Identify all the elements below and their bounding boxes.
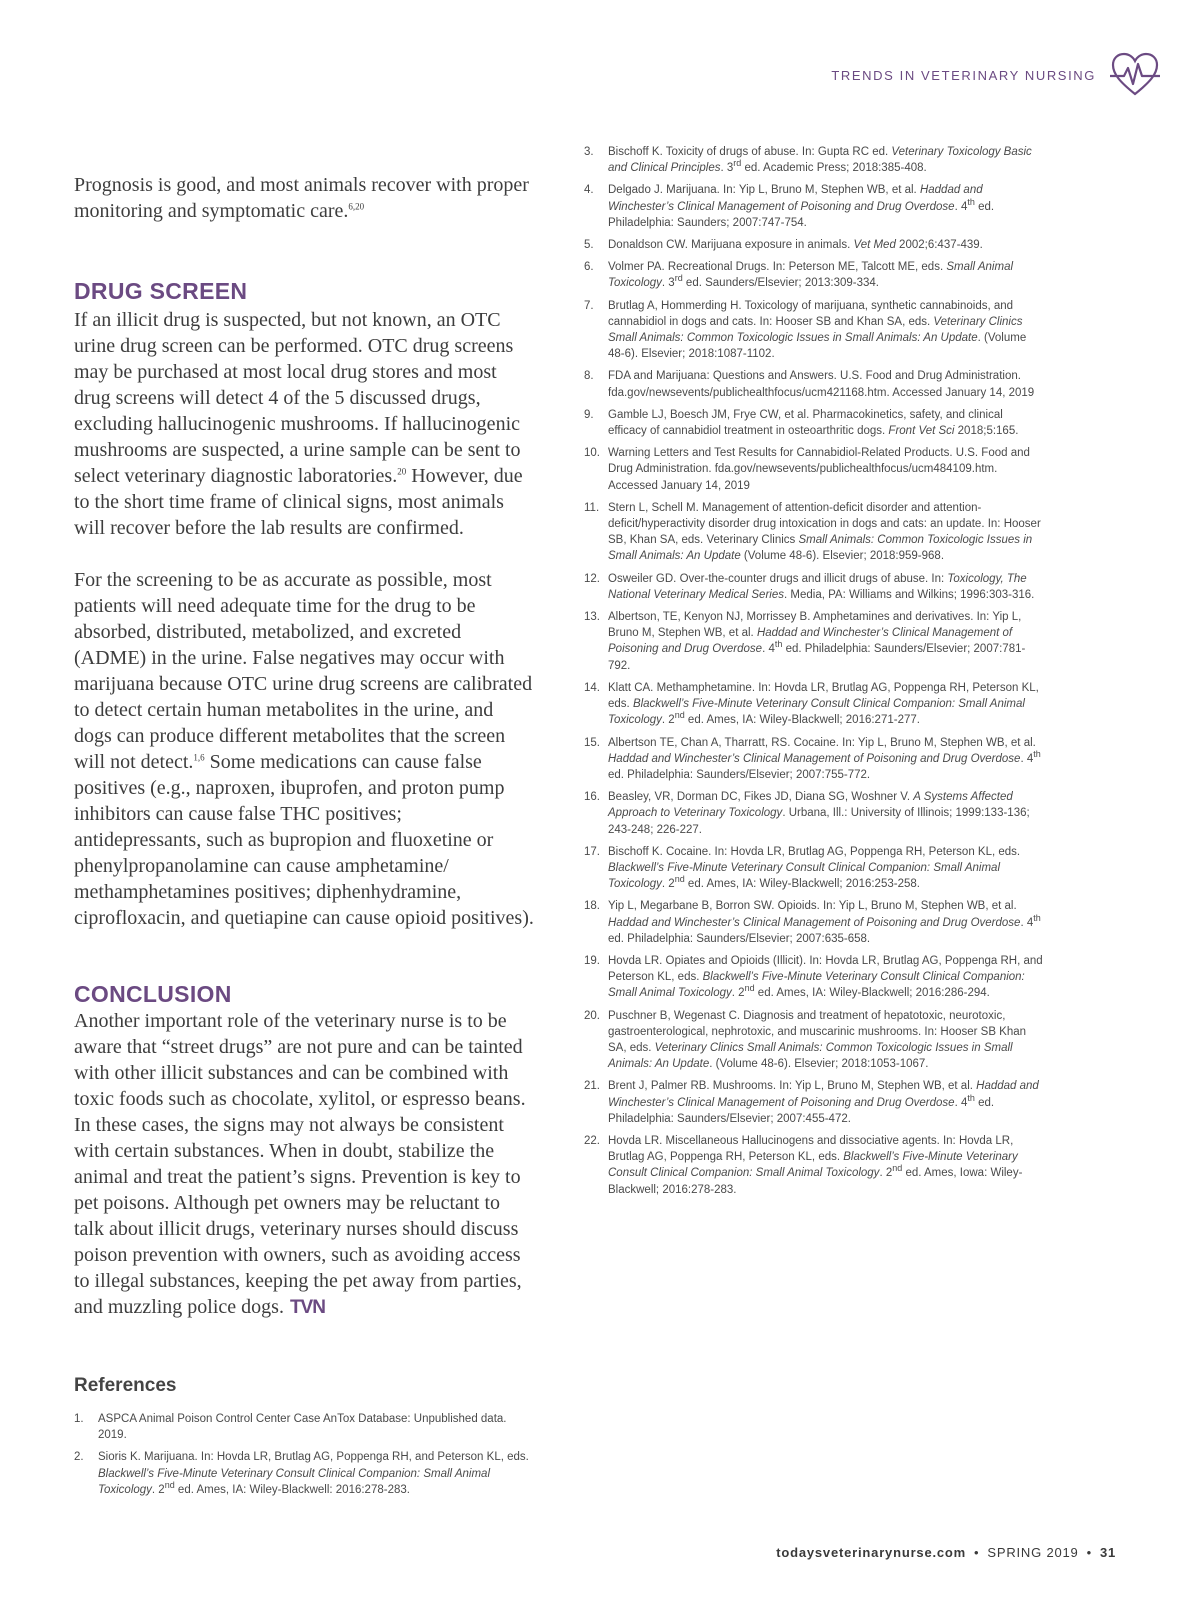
conclusion-paragraph: Another important role of the veterinary nurse is to be aware that “street drugs” are not pure and can be tainted with other illicit substances and can be combined with toxic foods such as chocolate, xylitol, or espresso beans. In these cases, the signs may not always be consistent with certain substances. When in doubt, stabilize the animal and treat the patient’s signs. Prevention is key to pet poisons. Although pet owners may be reluctant to talk about illicit drugs, veterinary nurses should discuss poison prevention with owners, such as avoiding access to illegal substances, keeping the pet away from parties, and muzzling police dogs. TVN [74, 1010, 526, 1318]
heart-pulse-icon [1110, 52, 1160, 98]
reference-number: 5. [584, 239, 594, 252]
reference-text: Osweiler GD. Over-the-counter drugs and illicit drugs of abuse. In: Toxicology, The National Veterinary Medical Series. Media, PA: Williams and Wilkins; 1996:303-316. [608, 572, 1035, 601]
reference-item [584, 735, 1044, 784]
reference-number: 4. [584, 184, 594, 197]
reference-number: 9. [584, 408, 594, 421]
reference-text: Stern L, Schell M. Management of attention-deficit disorder and attention-deficit/hyperactivity disorder drug intoxication in dogs and cats: an update. In: Hooser SB, Khan SA, eds. Veterinary Clinics Small Animals: Common Toxicologic Issues in Small Animals: An Update (Volume 48-6). Elsevier; 2018:959-968. [608, 501, 1041, 563]
reference-number: 13. [584, 611, 600, 624]
reference-number: 17. [584, 845, 600, 858]
reference-text: Volmer PA. Recreational Drugs. In: Peterson ME, Talcott ME, eds. Small Animal Toxicology. 3rd ed. Saunders/Elsevier; 2013:309-334. [608, 261, 1014, 290]
reference-item [74, 1411, 534, 1443]
footer-site: todaysveterinarynurse.com [776, 1545, 967, 1560]
reference-number: 12. [584, 572, 600, 585]
page-number: 31 [1099, 1545, 1116, 1560]
reference-item [584, 571, 1044, 603]
tvn-logo: TVN [289, 1297, 325, 1318]
footer-separator: • [1086, 1545, 1092, 1560]
reference-text: Sioris K. Marijuana. In: Hovda LR, Brutlag AG, Poppenga RH, and Peterson KL, eds. Blackwell’s Five-Minute Veterinary Consult Clinical Companion: Small Animal Toxicology. 2nd ed. Ames, IA: Wiley-Blackwell: 2016:278-283. [98, 1451, 529, 1496]
reference-item [584, 898, 1044, 947]
reference-text: Delgado J. Marijuana. In: Yip L, Bruno M, Stephen WB, et al. Haddad and Winchester’s Clinical Management of Poisoning and Drug Overdose. 4th ed. Philadelphia: Saunders; 2007:747-754. [608, 184, 995, 229]
reference-text: Brutlag A, Hommerding H. Toxicology of marijuana, synthetic cannabinoids, and cannabidiol in dogs and cats. In: Hooser SB and Khan SA, eds. Veterinary Clinics Small Animals: Common Toxicologic Issues in Small Animals: An Update. (Volume 48-6). Elsevier; 2018:1087-1102. [608, 299, 1027, 361]
reference-item [584, 1078, 1044, 1127]
reference-text: Albertson, TE, Kenyon NJ, Morrissey B. Amphetamines and derivatives. In: Yip L, Bruno M, Stephen WB, et al. Haddad and Winchester’s Clinical Management of Poisoning and Drug Overdose. 4th ed. Philadelphia: Saunders/Elsevier; 2007:781-792. [608, 611, 1026, 672]
reference-text: Yip L, Megarbane B, Borron SW. Opioids. In: Yip L, Bruno M, Stephen WB, et al. Haddad and Winchester’s Clinical Management of Poisoning and Drug Overdose. 4th ed. Philadelphia: Saunders/Elsevier; 2007:635-658. [608, 900, 1041, 945]
reference-number: 15. [584, 736, 600, 749]
reference-number: 20. [584, 1009, 600, 1022]
reference-item [584, 259, 1044, 291]
reference-text: FDA and Marijuana: Questions and Answers. U.S. Food and Drug Administration. fda.gov/newsevents/publichealthfocus/ucm421168.htm. Accessed January 14, 2019 [608, 370, 1035, 399]
footer-separator: • [974, 1545, 980, 1560]
reference-number: 21. [584, 1080, 600, 1093]
reference-item [584, 1008, 1044, 1073]
references-heading: References [74, 1375, 177, 1396]
reference-text: Beasley, VR, Dorman DC, Fikes JD, Diana SG, Woshner V. A Systems Affected Approach to Veterinary Toxicology. Urbana, Ill.: University of Illinois; 1999:133-136; 243-248; 226-227. [608, 791, 1030, 836]
reference-number: 22. [584, 1134, 600, 1147]
reference-text: Donaldson CW. Marijuana exposure in animals. Vet Med 2002;6:437-439. [608, 239, 983, 252]
running-header [831, 52, 1160, 98]
reference-item [584, 844, 1044, 893]
intro-paragraph: Prognosis is good, and most animals recover with proper monitoring and symptomatic care.$^{6,20}$ [74, 174, 529, 222]
left-column [74, 152, 534, 1504]
reference-item [584, 445, 1044, 494]
reference-text: Bischoff K. Toxicity of drugs of abuse. In: Gupta RC ed. Veterinary Toxicology Basic and Clinical Principles. 3rd ed. Academic Press; 2018:385-408. [608, 146, 1032, 175]
reference-text: Warning Letters and Test Results for Cannabidiol-Related Products. U.S. Food and Drug Administration. fda.gov/newsevents/publichealthfocus/ucm484109.htm. Accessed January 14, 2019 [608, 447, 1030, 492]
reference-number: 18. [584, 900, 600, 913]
reference-text: Hovda LR. Miscellaneous Hallucinogens and dissociative agents. In: Hovda LR, Brutlag AG, Poppenga RH, Peterson KL, eds. Blackwell’s Five-Minute Veterinary Consult Clinical Companion: Small Animal Toxicology. 2nd ed. Ames, Iowa: Wiley-Blackwell; 2016:278-283. [608, 1134, 1023, 1196]
reference-number: 2. [74, 1451, 84, 1464]
reference-item [584, 407, 1044, 439]
reference-item [584, 500, 1044, 565]
reference-number: 19. [584, 954, 600, 967]
reference-item [584, 1133, 1044, 1198]
reference-item [584, 298, 1044, 363]
reference-number: 1. [74, 1413, 84, 1425]
references-list-right [584, 144, 1044, 1198]
reference-text: Gamble LJ, Boesch JM, Frye CW, et al. Pharmacokinetics, safety, and clinical efficacy of cannabidiol treatment in osteoarthritic dogs. Front Vet Sci 2018;5:165. [608, 408, 1019, 438]
drug-screen-paragraph-1: If an illicit drug is suspected, but not known, an OTC urine drug screen can be performed. OTC drug screens may be purchased at most local drug stores and most drug screens will detect 4 of the 5 discussed drugs, excluding hallucinogenic mushrooms. If hallucinogenic mushrooms are suspected, a urine sample can be sent to select veterinary diagnostic laboratories.$^{20}$ However, due to the short time frame of clinical signs, most animals will recover before the lab results are confirmed. [74, 309, 523, 539]
reference-text: Brent J, Palmer RB. Mushrooms. In: Yip L, Bruno M, Stephen WB, et al. Haddad and Winchester’s Clinical Management of Poisoning and Drug Overdose. 4th ed. Philadelphia: Saunders/Elsevier; 2007:455-472. [608, 1080, 1039, 1125]
reference-number: 6. [584, 261, 594, 274]
reference-item [584, 789, 1044, 838]
references-list-left [74, 1411, 534, 1498]
reference-number: 7. [584, 299, 594, 312]
reference-number: 8. [584, 370, 594, 383]
page-footer [776, 1545, 1116, 1560]
reference-item [584, 953, 1044, 1002]
reference-number: 14. [584, 681, 600, 694]
reference-number: 3. [584, 146, 594, 158]
reference-item [584, 680, 1044, 729]
reference-number: 16. [584, 791, 600, 804]
header-title: TRENDS IN VETERINARY NURSING [831, 67, 1096, 83]
reference-text: Hovda LR. Opiates and Opioids (Illicit). In: Hovda LR, Brutlag AG, Poppenga RH, and Peterson KL, eds. Blackwell’s Five-Minute Veterinary Consult Clinical Companion: Small Animal Toxicology. 2nd ed. Ames, IA: Wiley-Blackwell; 2016:286-294. [608, 954, 1043, 1000]
reference-text: Bischoff K. Cocaine. In: Hovda LR, Brutlag AG, Poppenga RH, Peterson KL, eds. Blackwell’s Five-Minute Veterinary Consult Clinical Companion: Small Animal Toxicology. 2nd ed. Ames, IA: Wiley-Blackwell; 2016:253-258. [608, 845, 1021, 891]
reference-number: 10. [584, 447, 600, 460]
reference-item [74, 1449, 534, 1498]
drug-screen-heading: DRUG SCREEN [74, 278, 248, 304]
reference-text: ASPCA Animal Poison Control Center Case AnTox Database: Unpublished data. 2019. [98, 1413, 507, 1442]
reference-item [584, 609, 1044, 674]
conclusion-heading: CONCLUSION [74, 981, 232, 1007]
reference-item [584, 368, 1044, 400]
footer-issue: SPRING 2019 [987, 1545, 1079, 1560]
drug-screen-paragraph-2: For the screening to be as accurate as possible, most patients will need adequate time for the drug to be absorbed, distributed, metabolized, and excreted (ADME) in the urine. False negatives may occur with marijuana because OTC urine drug screens are calibrated to detect certain human metabolites in the urine, and dogs can produce different metabolites that the screen will not detect.$^{1,6}$ Some medications can cause false positives (e.g., naproxen, ibuprofen, and proton pump inhibitors can cause false THC positives; antidepressants, such as bupropion and fluoxetine or phenylpropanolamine can cause amphetamine/ methamphetamines positives; diphenhydramine, ciprofloxacin, and quetiapine can cause opioid positives). [74, 569, 534, 929]
reference-item [584, 182, 1044, 231]
reference-number: 11. [584, 501, 600, 514]
right-column [584, 144, 1044, 1204]
reference-text: Puschner B, Wegenast C. Diagnosis and treatment of hepatotoxic, neurotoxic, gastroenterological, nephrotoxic, and muscarinic mushrooms. In: Hooser SB Khan SA, eds. Veterinary Clinics Small Animals: Common Toxicologic Issues in Small Animals: An Update. (Volume 48-6). Elsevier; 2018:1053-1067. [608, 1009, 1027, 1071]
reference-item [584, 237, 1044, 253]
reference-item [584, 144, 1044, 176]
reference-text: Albertson TE, Chan A, Tharratt, RS. Cocaine. In: Yip L, Bruno M, Stephen WB, et al. Haddad and Winchester’s Clinical Management of Poisoning and Drug Overdose. 4th ed. Philadelphia: Saunders/Elsevier; 2007:755-772. [608, 736, 1041, 781]
reference-text: Klatt CA. Methamphetamine. In: Hovda LR, Brutlag AG, Poppenga RH, Peterson KL, eds. Blackwell’s Five-Minute Veterinary Consult Clinical Companion: Small Animal Toxicology. 2nd ed. Ames, IA: Wiley-Blackwell; 2016:271-277. [608, 681, 1039, 727]
